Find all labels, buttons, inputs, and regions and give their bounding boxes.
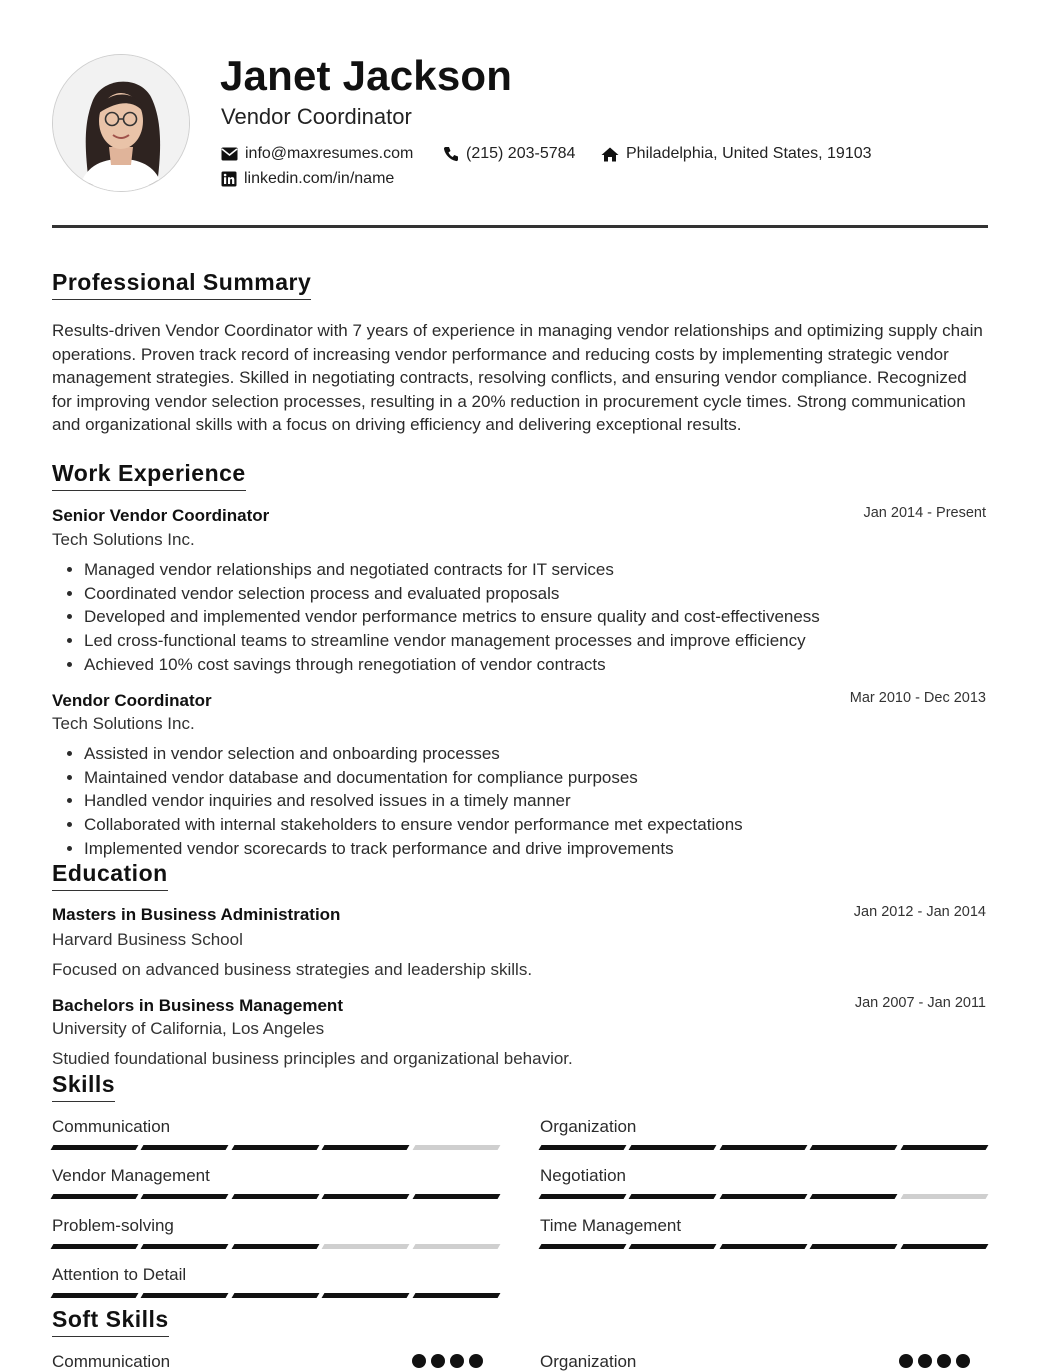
skill-segment-filled <box>51 1145 139 1150</box>
skill-level-bar <box>540 1194 987 1199</box>
soft-skill-name: Organization <box>540 1352 637 1371</box>
skill-segment-filled <box>322 1194 410 1199</box>
skill-segment-filled <box>412 1194 500 1199</box>
education-description: Focused on advanced business strategies and leadership skills. <box>52 960 533 979</box>
skill-segment-filled <box>539 1145 627 1150</box>
skill-segment-filled <box>900 1244 988 1249</box>
skill-segment-filled <box>141 1244 229 1249</box>
skill-segment-filled <box>231 1194 319 1199</box>
skill-item <box>540 1166 987 1199</box>
list-item: • Collaborated with internal stakeholders to ensure vendor performance met expectations <box>84 813 743 837</box>
job-company: Tech Solutions Inc. <box>52 530 195 549</box>
soft-skill-dot <box>937 1354 951 1368</box>
skill-segment-filled <box>810 1244 898 1249</box>
skill-name: Communication <box>52 1117 171 1136</box>
skill-segment-filled <box>322 1145 410 1150</box>
email-text: info@maxresumes.com <box>245 145 414 162</box>
skill-level-bar <box>52 1293 499 1298</box>
skill-name: Organization <box>540 1117 637 1136</box>
degree-title: Bachelors in Business Management <box>52 996 343 1015</box>
skill-segment-filled <box>231 1244 319 1249</box>
list-item: • Coordinated vendor selection process and evaluated proposals <box>84 582 820 606</box>
list-item: • Achieved 10% cost savings through renegotiation of vendor contracts <box>84 653 820 677</box>
soft-skill-name: Communication <box>52 1352 171 1371</box>
address-text: Philadelphia, United States, 19103 <box>626 145 872 162</box>
job-company: Tech Solutions Inc. <box>52 714 195 733</box>
skill-segment-filled <box>141 1194 229 1199</box>
skill-item <box>52 1216 499 1249</box>
education-dates: Jan 2012 - Jan 2014 <box>853 904 986 920</box>
education-description: Studied foundational business principles and organizational behavior. <box>52 1049 573 1068</box>
list-item: • Handled vendor inquiries and resolved issues in a timely manner <box>84 789 743 813</box>
skill-item <box>52 1265 499 1298</box>
job-dates: Mar 2010 - Dec 2013 <box>849 690 986 706</box>
skill-segment-filled <box>231 1293 319 1298</box>
list-item: • Developed and implemented vendor performance metrics to ensure quality and cost-effectiveness <box>84 605 820 629</box>
skill-segment-filled <box>719 1244 807 1249</box>
skill-item <box>540 1216 987 1249</box>
summary-text: Results-driven Vendor Coordinator with 7 years of experience in managing vendor relationships and optimizing supply chain operations. Proven track record of increasing vendor performance and reducing costs by implementing strategic vendor management strategies. Skilled in negotiating contracts, resolving conflicts, and ensuring vendor compliance. Recognized for improving vendor selection processes, resulting in a 20% reduction in procurement cycle times. Strong communication and organizational skills with a focus on driving efficiency and delivering exceptional results. <box>52 321 983 435</box>
skill-segment-filled <box>810 1145 898 1150</box>
soft-skill-dot <box>450 1354 464 1368</box>
skill-name: Attention to Detail <box>52 1265 187 1284</box>
skill-segment-filled <box>900 1145 988 1150</box>
section-title-experience: Work Experience <box>52 460 246 491</box>
skill-segment-filled <box>322 1293 410 1298</box>
degree-title: Masters in Business Administration <box>52 905 341 924</box>
soft-skill-dot <box>899 1354 913 1368</box>
soft-skill-dots <box>899 1354 970 1368</box>
candidate-name: Janet Jackson <box>220 52 513 99</box>
skill-segment-filled <box>719 1194 807 1199</box>
soft-skill-dot <box>918 1354 932 1368</box>
skill-segment-filled <box>810 1194 898 1199</box>
school-name: Harvard Business School <box>52 930 243 949</box>
skill-segment-filled <box>51 1293 139 1298</box>
skill-segment-empty <box>412 1244 500 1249</box>
skill-segment-filled <box>51 1244 139 1249</box>
skill-segment-filled <box>412 1293 500 1298</box>
contact-phone[interactable] <box>443 145 575 163</box>
skill-segment-filled <box>629 1194 717 1199</box>
profile-photo <box>52 54 190 192</box>
job-bullets <box>52 558 820 676</box>
envelope-icon <box>221 147 238 161</box>
contact-email[interactable] <box>221 145 413 163</box>
skill-name: Problem-solving <box>52 1216 174 1235</box>
skill-segment-filled <box>539 1194 627 1199</box>
skill-segment-filled <box>141 1145 229 1150</box>
list-item: • Implemented vendor scorecards to track performance and drive improvements <box>84 837 743 861</box>
contact-linkedin[interactable] <box>221 170 394 188</box>
list-item: • Managed vendor relationships and negotiated contracts for IT services <box>84 558 820 582</box>
job-title: Senior Vendor Coordinator <box>52 506 270 525</box>
phone-text: (215) 203-5784 <box>466 145 576 162</box>
skill-item <box>52 1166 499 1199</box>
section-title-education: Education <box>52 860 168 891</box>
skill-segment-empty <box>322 1244 410 1249</box>
candidate-title: Vendor Coordinator <box>221 104 412 129</box>
skill-segment-filled <box>231 1145 319 1150</box>
skill-segment-empty <box>900 1194 988 1199</box>
skill-level-bar <box>52 1145 499 1150</box>
section-title-skills: Skills <box>52 1071 115 1102</box>
skill-name: Vendor Management <box>52 1166 210 1185</box>
soft-skill-dot <box>469 1354 483 1368</box>
education-dates: Jan 2007 - Jan 2011 <box>854 995 986 1011</box>
soft-skill-dot <box>956 1354 970 1368</box>
job-bullets <box>52 742 743 860</box>
skill-level-bar <box>540 1244 987 1249</box>
header-divider <box>52 225 988 228</box>
linkedin-text: linkedin.com/in/name <box>244 170 395 187</box>
skill-name: Negotiation <box>540 1166 627 1185</box>
skill-segment-filled <box>51 1194 139 1199</box>
skill-name: Time Management <box>540 1216 682 1235</box>
job-dates: Jan 2014 - Present <box>863 505 986 521</box>
list-item: • Led cross-functional teams to streamline vendor management processes and improve efficiency <box>84 629 820 653</box>
soft-skill-dot <box>431 1354 445 1368</box>
skill-segment-empty <box>412 1145 500 1150</box>
skill-item <box>540 1117 987 1150</box>
skill-level-bar <box>52 1194 499 1199</box>
skill-item <box>52 1117 499 1150</box>
skill-segment-filled <box>629 1145 717 1150</box>
contact-address <box>601 145 872 163</box>
list-item: • Assisted in vendor selection and onboarding processes <box>84 742 743 766</box>
skill-level-bar <box>540 1145 987 1150</box>
section-title-soft-skills: Soft Skills <box>52 1306 169 1337</box>
section-title-summary: Professional Summary <box>52 269 311 300</box>
soft-skill-dots <box>412 1354 483 1368</box>
school-name: University of California, Los Angeles <box>52 1019 325 1038</box>
linkedin-icon <box>221 171 237 187</box>
skill-segment-filled <box>539 1244 627 1249</box>
skill-segment-filled <box>719 1145 807 1150</box>
skill-level-bar <box>52 1244 499 1249</box>
soft-skill-dot <box>412 1354 426 1368</box>
home-icon <box>601 147 619 162</box>
phone-icon <box>443 146 459 162</box>
skill-segment-filled <box>629 1244 717 1249</box>
job-title: Vendor Coordinator <box>52 691 212 710</box>
list-item: • Maintained vendor database and documentation for compliance purposes <box>84 766 743 790</box>
skill-segment-filled <box>141 1293 229 1298</box>
